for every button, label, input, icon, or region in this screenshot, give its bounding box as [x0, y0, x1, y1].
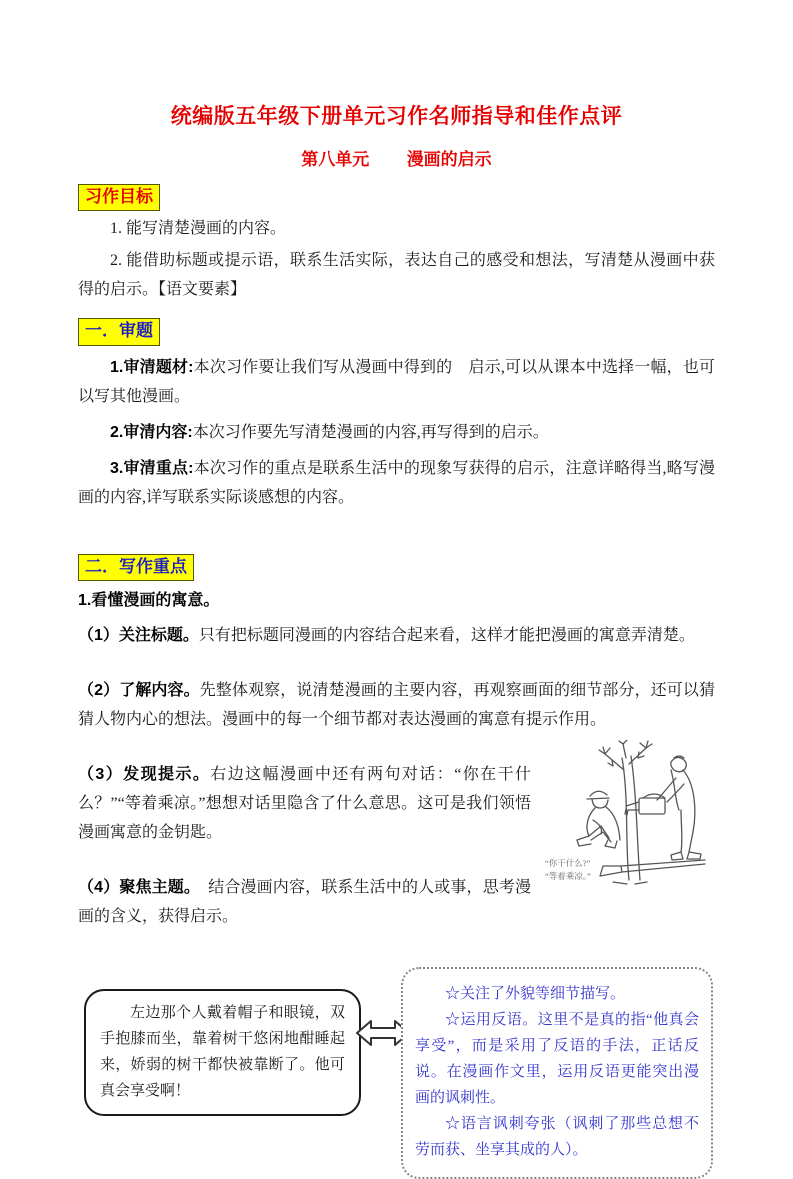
comic-illustration — [543, 740, 715, 892]
teacher-comment: ☆关注了外貌等细节描写。 — [445, 986, 626, 1003]
page-title: 统编版五年级下册单元习作名师指导和佳作点评 — [170, 105, 623, 128]
student-excerpt-box — [84, 989, 361, 1116]
writing-item-lead: （2）了解内容。 — [78, 682, 200, 700]
writing-item-text: 右边这幅漫画中还有两句对话：“你在干什么？”“等着乘凉。”想想对话里隐含了什么意思。这可是我们领悟漫画寓意的金钥匙。 — [78, 766, 531, 842]
student-excerpt-text: 左边那个人戴着帽子和眼镜，双手抱膝而坐，靠着树干悠闲地酣睡起来，娇弱的树干都快被靠断了。他可真会享受啊！ — [100, 1005, 345, 1100]
writing-item-text: 结合漫画内容，联系生活中的人或事，思考漫画的含义，获得启示。 — [78, 879, 531, 926]
unit-topic: 漫画的启示 — [406, 150, 492, 169]
comic-caption-line2: “等着乘凉。” — [545, 871, 591, 882]
writing-item-lead: （3）发现提示。 — [78, 766, 211, 784]
sitting-man — [577, 791, 620, 848]
review-item-lead: 1.审清题材: — [110, 358, 194, 376]
teacher-comment: ☆语言讽刺夸张（讽刺了那些总想不劳而获、坐享其成的人）。 — [415, 1116, 699, 1159]
comic-caption-line1: “你干什么?” — [545, 858, 591, 869]
review-item-text: 本次习作要先写清楚漫画的内容,再写得到的启示。 — [192, 423, 549, 441]
writing-item-text: 只有把标题同漫画的内容结合起来看，这样才能把漫画的寓意弄清楚。 — [198, 627, 695, 645]
review-item-lead: 2.审清内容: — [110, 423, 193, 441]
review-item — [78, 454, 715, 512]
writing-subheading: 1.看懂漫画的寓意。 — [78, 592, 220, 610]
document-page — [78, 0, 715, 1159]
ground-strokes — [613, 882, 647, 884]
review-item — [78, 418, 715, 447]
unit-number: 第八单元 — [301, 150, 370, 169]
review-badge: 一．审题 — [78, 318, 160, 345]
shovel — [600, 860, 705, 876]
writing-item — [78, 676, 715, 734]
goal-badge: 习作目标 — [78, 184, 160, 211]
review-item — [78, 353, 715, 411]
review-item-text: 本次习作的重点是联系生活中的现象写获得的启示，注意详略得当,略写漫画的内容,详写联系实际谈感想的内容。 — [78, 459, 715, 506]
comic-drawing-svg — [543, 740, 715, 892]
writing-item-lead: （1）关注标题。 — [78, 627, 199, 645]
section-writing-points — [78, 554, 715, 931]
teacher-comment: ☆运用反语。这里不是真的指“他真会享受”，而是采用了反语的手法，正话反说。在漫画作文里，运用反语更能突出漫画的讽刺性。 — [415, 1012, 699, 1107]
unit-subtitle — [78, 145, 715, 170]
writing-item-text: 先整体观察，说清楚漫画的主要内容，再观察画面的细节部分，还可以猜猜人物内心的想法。漫画中的每一个细节都对表达漫画的寓意有提示作用。 — [78, 682, 715, 729]
writing-badge: 二．写作重点 — [78, 554, 194, 581]
example-annotation-row — [78, 959, 715, 1159]
section-topic-review — [78, 318, 715, 511]
section-goals — [78, 184, 715, 304]
review-item-text: 本次习作要让我们写从漫画中得到的 启示,可以从课本中选择一幅，也可以写其他漫画。 — [78, 358, 715, 405]
teacher-comment-box — [401, 967, 713, 1179]
goal-item: 1. 能写清楚漫画的内容。 — [110, 220, 287, 238]
goal-item: 2. 能借助标题或提示语，联系生活实际，表达自己的感受和想法，写清楚从漫画中获得的启示。【语文要素】 — [78, 252, 715, 299]
writing-item — [78, 621, 715, 650]
writing-item-lead: （4）聚焦主题。 — [78, 879, 193, 897]
review-item-lead: 3.审清重点: — [110, 459, 194, 477]
